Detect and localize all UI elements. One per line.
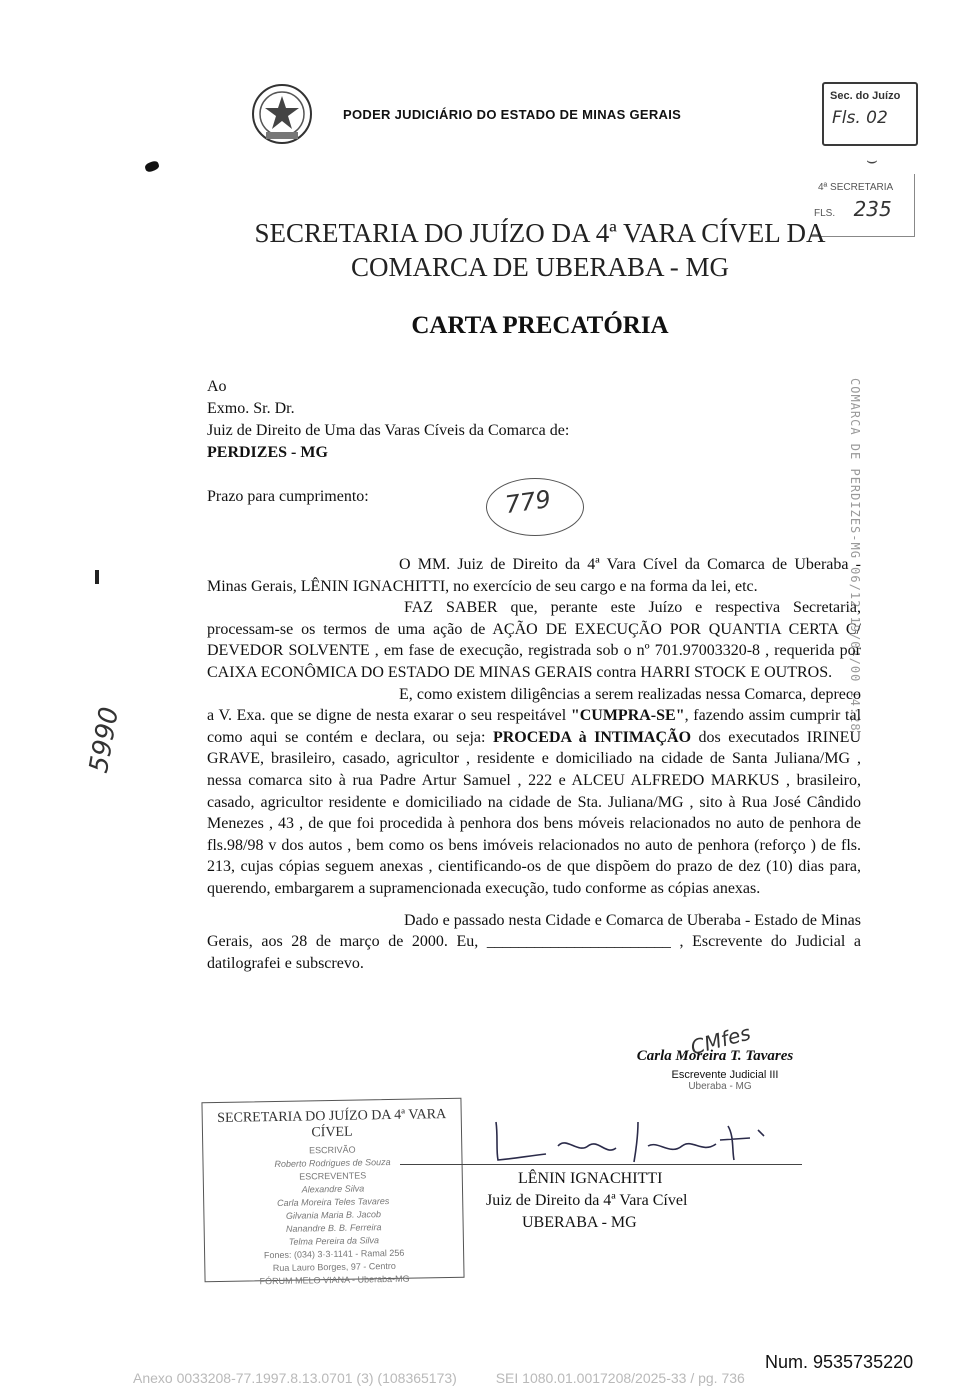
addressee-line-2: Exmo. Sr. Dr. xyxy=(207,400,295,417)
deadline-label: Prazo para cumprimento: xyxy=(207,488,369,505)
margin-handwritten-number: 5990 xyxy=(84,704,126,776)
ink-mark xyxy=(144,160,160,173)
heading-line-2: COMARCA DE UBERABA - MG xyxy=(350,252,730,282)
judge-name: LÊNIN IGNACHITTI xyxy=(518,1170,663,1187)
clerk-stamp xyxy=(620,1048,810,1092)
office-stamp-line-1: ESCRIVÃO xyxy=(308,1144,356,1156)
request-text-c: , fazendo assim cumprir tal como aqui se contém e declara, ou seja: xyxy=(207,707,862,746)
circled-number: 779 xyxy=(503,484,553,520)
paragraph-request xyxy=(207,684,861,900)
judge-role: Juiz de Direito da 4ª Vara Cível xyxy=(486,1192,688,1209)
stamp-page-number: Fls. 02 xyxy=(832,108,888,128)
addressee-line-3: Juiz de Direito de Uma das Varas Cíveis da Comarca de: xyxy=(207,422,570,439)
document-body xyxy=(207,554,861,974)
office-stamp-line-8: Telma Pereira da Silva xyxy=(288,1235,380,1247)
judge-block xyxy=(486,1168,687,1234)
office-stamp-line-9: Fones: (034) 3·3·1141 - Ramal 256 xyxy=(263,1247,405,1261)
clerk-role: Escrevente Judicial III xyxy=(671,1069,779,1081)
stamp-fls-label: FLS. xyxy=(814,208,836,219)
issuing-authority: PODER JUDICIÁRIO DO ESTADO DE MINAS GERAIS xyxy=(343,107,682,122)
judge-signature xyxy=(488,1116,798,1175)
office-stamp-line-2: Roberto Rodrigues de Souza xyxy=(274,1156,391,1170)
coat-of-arms-icon xyxy=(250,82,314,148)
office-stamp-line-7: Nanandre B. B. Ferreira xyxy=(285,1222,382,1234)
document-heading xyxy=(240,216,840,284)
annex-reference: Anexo 0033208-77.1997.8.13.0701 (3) (108365173) SEI 1080.01.0017208/2025-33 / pg. 736 xyxy=(133,1370,745,1386)
stamp-label: Sec. do Juízo xyxy=(830,90,901,102)
office-stamp-line-6: Gilvania Maria B. Jacob xyxy=(285,1209,382,1221)
paragraph-intro: O MM. Juiz de Direito da 4ª Vara Cível da Comarca de Uberaba - Minas Gerais, LÊNIN IGNACHITTI, no exercício de seu cargo e na forma da lei, etc. xyxy=(207,556,861,595)
stamp-secretaria-label: 4ª SECRETARIA xyxy=(818,182,894,193)
addressee-line-1: Ao xyxy=(207,378,227,395)
office-stamp-line-11: FÓRUM MELO VIANA - Uberaba-MG xyxy=(259,1273,410,1287)
office-stamp xyxy=(201,1098,464,1287)
clerk-name: Carla Moreira T. Tavares xyxy=(636,1048,794,1064)
heading-line-1: SECRETARIA DO JUÍZO DA 4ª VARA CÍVEL DA xyxy=(254,218,826,248)
receipt-vertical-stamp: COMARCA DE PERDIZES-MG 06/12 19/04/00 14:28 xyxy=(848,378,862,732)
office-stamp-title: SECRETARIA DO JUÍZO DA 4ª VARA CÍVEL xyxy=(217,1107,447,1141)
office-stamp-line-4: Alexandre Silva xyxy=(301,1183,365,1195)
signature-line xyxy=(400,1164,802,1165)
office-stamp-line-10: Rua Lauro Borges, 97 - Centro xyxy=(272,1260,396,1274)
addressee-block xyxy=(207,376,569,464)
request-text-a: E, como existem diligências a serem realizadas nessa Comarca, depreco a V. Exa. que se digne de nesta exarar o seu respeitável xyxy=(207,685,861,725)
handwritten-mark: ⌣ xyxy=(866,150,878,170)
judge-city: UBERABA - MG xyxy=(522,1214,637,1231)
paragraph-closing: Dado e passado nesta Cidade e Comarca de Uberaba - Estado de Minas Gerais, aos 28 de março de 2000. Eu, _______________________ , Escrevente do Judicial a datilografei e subscrevo. xyxy=(207,911,861,972)
paragraph-faz-saber: FAZ SABER que, perante este Juízo e respectiva Secretaria, processam-se os termos de uma ação de AÇÃO DE EXECUÇÃO POR QUANTIA CERTA C/ DEVEDOR SOLVENTE , em fase de execução, registrada sob o nº 701.97003320-8 , requerida por CAIXA ECONÔMICA DO ESTADO DE MINAS GERAIS contra HARRI STOCK E OUTROS. xyxy=(207,599,861,681)
margin-mark xyxy=(95,570,99,584)
clerk-city: Uberaba - MG xyxy=(688,1081,752,1092)
request-text-e: dos executados IRINEU GRAVE, brasileiro, casado, agricultor , residente e domiciliado na cidade de Santa Juliana/MG , nessa comarca sito à rua Padre Artur Samuel , 222 e ALCEU ALFREDO MARKUS , brasileiro, casado, agricultor residente e domiciliado na cidade de Sta. Juliana/MG , sito à Rua José Cândido Menezes , 43 , de que foi procedida à penhora dos bens móveis relacionados no auto de penhora de fls.98/98 v dos autos , bem como os bens imóveis relacionados no auto de penhora (reforço ) de fls. 213, cujas cópias seguem anexas , cientificando-os de que dispõem do prazo de dez (10) dias para, querendo, embargarem a supramencionada execução, tudo conforme as cópias anexas. xyxy=(207,728,862,897)
request-proceda: PROCEDA à INTIMAÇÃO xyxy=(492,728,692,746)
request-cumpra-se: "CUMPRA-SE" xyxy=(570,707,685,725)
office-stamp-line-3: ESCREVENTES xyxy=(299,1170,367,1182)
document-number: Num. 9535735220 xyxy=(765,1352,914,1372)
clerk-signature: CMfes xyxy=(687,1020,754,1060)
office-stamp-line-5: Carla Moreira Teles Tavares xyxy=(276,1196,390,1208)
stamp-fls-number: 235 xyxy=(853,197,892,221)
court-page-stamp xyxy=(822,82,918,146)
addressee-comarca: PERDIZES - MG xyxy=(207,444,328,461)
document-type: CARTA PRECATÓRIA xyxy=(411,312,669,339)
